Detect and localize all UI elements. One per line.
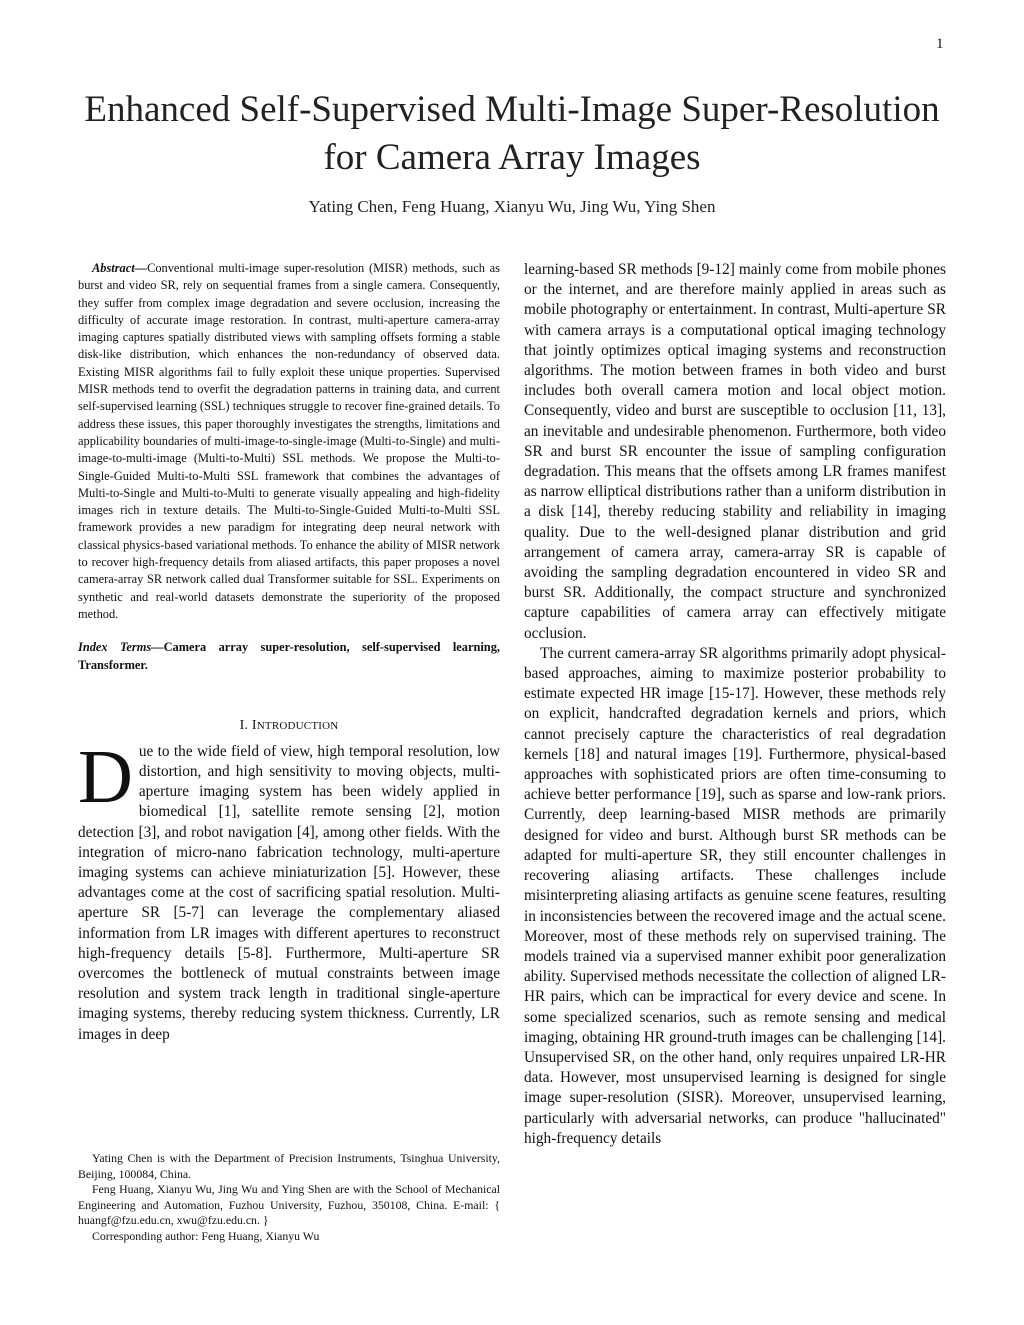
page-number: 1 <box>936 36 944 52</box>
section-title-rest: NTRODUCTION <box>256 719 339 732</box>
index-terms-label: Index Terms— <box>78 640 164 655</box>
left-column <box>78 260 500 1045</box>
author-list: Yating Chen, Feng Huang, Xianyu Wu, Jing Wu, Ying Shen <box>308 197 716 216</box>
footnote-corresponding-author: Corresponding author: Feng Huang, Xianyu Wu <box>92 1228 320 1243</box>
abstract <box>78 260 500 623</box>
footnote-affiliation-2: Feng Huang, Xianyu Wu, Jing Wu and Ying Shen are with the School of Mechanical Engineering and Automation, Fuzhou University, Fuzhou, 350108, China. E-mail: { huangf@fzu.edu.cn, xwu@fzu.edu.cn. } <box>78 1182 500 1227</box>
section-numeral: I. <box>239 717 252 733</box>
paper-title: Enhanced Self-Supervised Multi-Image Super-Resolution for Camera Array Images <box>84 89 940 178</box>
index-terms <box>78 639 500 674</box>
right-paragraph-2: The current camera-array SR algorithms primarily adopt physical-based approaches, aiming to maximize posterior probability to estimate expected HR image [15-17]. However, these methods rely on explicit, handcrafted degradation kernels and priors, which cannot precisely capture the characteristics of real degradation kernels [18] and natural images [19]. Furthermore, physical-based approaches with sophisticated priors are often time-consuming to achieve better performance [19], such as sparse and low-rank priors. Currently, deep learning-based MISR methods are primarily designed for video and burst. Although burst SR methods can be adapted for multi-aperture SR, they still encounter challenges in recovering aliasing artifacts. These challenges include misinterpreting aliasing artifacts as genuine scene features, resulting in inconsistencies between the recovered image and the actual scene. Moreover, most of these methods rely on supervised training. The models trained via a supervised manner exhibit poor generalization ability. Supervised methods necessitate the collection of aligned LR-HR pairs, which can be impractical for every device and scene. In some specialized scenarios, such as remote sensing and medical imaging, obtaining HR ground-truth images can be challenging [14]. Unsupervised SR, on the other hand, only requires unpaired LR-HR data. However, most unsupervised learning is designed for single image super-resolution (SISR). Moreover, unsupervised learning, particularly with adversarial networks, can produce "hallucinated" high-frequency details <box>524 644 946 1147</box>
intro-paragraph <box>78 734 500 1045</box>
section-first-letter: I <box>251 717 257 733</box>
right-paragraph-1: learning-based SR methods [9-12] mainly come from mobile phones or the internet, and are therefore mainly applied in areas such as mobile photography or entertainment. In contrast, Multi-aperture SR with camera arrays is a computational optical imaging technology that jointly optimizes optical imaging systems and reconstruction algorithms. The motion between frames in both video and burst includes both overall camera motion and local object motion. Consequently, video and burst are susceptible to occlusion [11, 13], an inevitable and undesirable phenomenon. Furthermore, both video SR and burst SR encounter the issue of sampling configuration degradation. This means that the offsets among LR frames manifest as narrow elliptical distributions rather than a uniform distribution in a disk [14], thereby reducing stability and reliability in imaging quality. Due to the well-designed planar distribution and grid arrangement of camera array, camera-array SR is capable of avoiding the sampling degradation encountered in video SR and burst SR. Additionally, the compact structure and synchronized capture capabilities of camera array can effectively mitigate occlusion. <box>524 261 946 642</box>
drop-cap: D <box>78 734 133 819</box>
intro-text: ue to the wide field of view, high temporal resolution, low distortion, and high sensitivity to moving objects, multi-aperture imaging system has been widely applied in biomedical [1], satellite remote sensing [2], motion detection [3], and robot navigation [4], among other fields. With the integration of micro-nano fabrication technology, multi-aperture imaging systems can achieve miniaturization [5]. However, these advantages come at the cost of sacrificing spatial resolution. Multi-aperture SR [5-7] can leverage the complementary aliased information from LR images with different apertures to reconstruct high-frequency details [5-8]. Furthermore, Multi-aperture SR overcomes the bottleneck of mutual constraints between image resolution and system track length in traditional single-aperture imaging systems, thereby reducing system thickness. Currently, LR images in deep <box>78 742 500 1043</box>
index-terms-text: Camera array super-resolution, self-supervised learning, Transformer. <box>78 640 500 672</box>
right-column <box>524 260 946 1149</box>
section-heading-introduction <box>78 718 500 734</box>
abstract-text: Conventional multi-image super-resolution (MISR) methods, such as burst and video SR, rely on sequential frames from a single camera. Consequently, they suffer from complex image degradation and severe occlusion, increasing the difficulty of accurate image restoration. In contrast, multi-aperture camera-array imaging captures spatially distributed views with sampling offsets forming a stable disk-like distribution, which enhances the non-redundancy of observed data. Existing MISR algorithms fail to fully exploit these unique properties. Supervised MISR methods tend to overfit the degradation patterns in training data, and current self-supervised learning (SSL) techniques struggle to recover fine-grained details. To address these issues, this paper thoroughly investigates the strengths, limitations and applicability boundaries of multi-image-to-single-image (Multi-to-Single) and multi-image-to-multi-image (Multi-to-Multi) SSL methods. We propose the Multi-to-Single-Guided Multi-to-Multi SSL framework that combines the advantages of Multi-to-Single and Multi-to-Multi to generate visually appealing and high-fidelity images rich in texture details. The Multi-to-Single-Guided Multi-to-Multi SSL framework provides a new paradigm for integrating deep neural network with classical physics-based variational methods. To enhance the ability of MISR network to recover high-frequency details from aliased artifacts, this paper proposes a novel camera-array SR network called dual Transformer suitable for SSL. Experiments on synthetic and real-world datasets demonstrate the superiority of the proposed method. <box>78 261 500 621</box>
abstract-label: Abstract— <box>92 261 148 275</box>
footnote-affiliation-1: Yating Chen is with the Department of Precision Instruments, Tsinghua University, Beijing, 100084, China. <box>78 1151 500 1181</box>
footnotes <box>78 1151 500 1244</box>
